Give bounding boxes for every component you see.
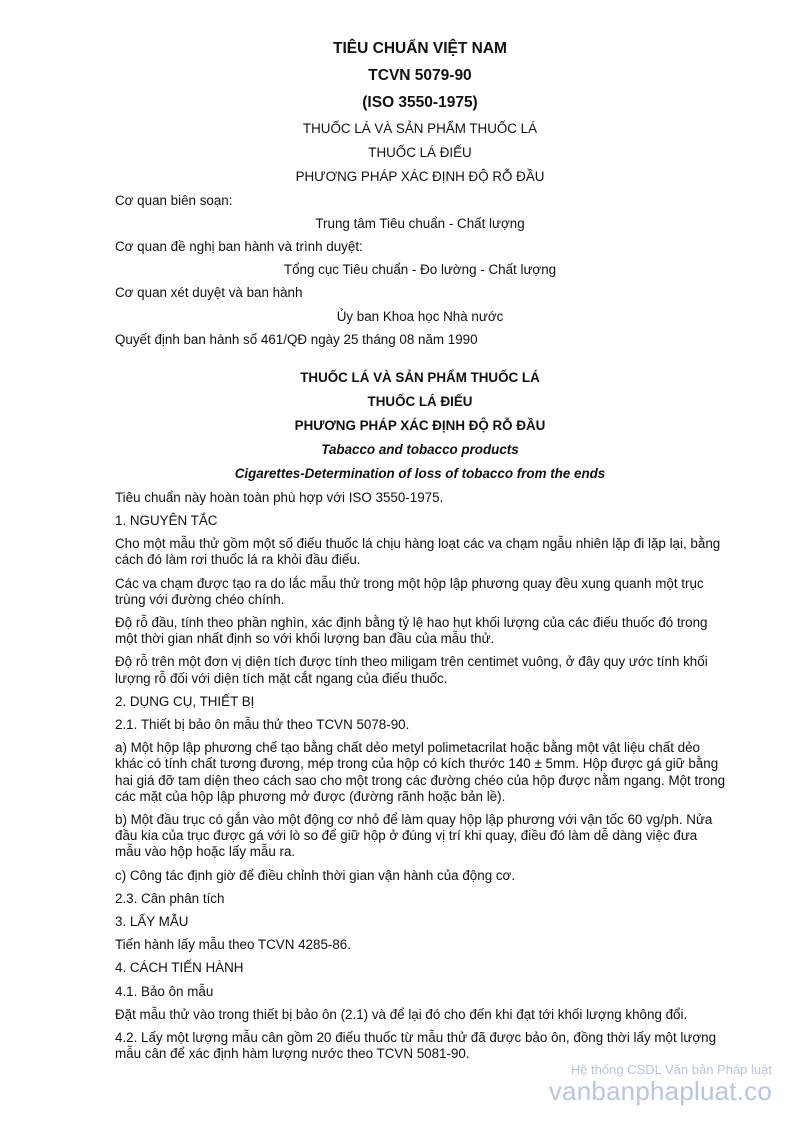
section-title-en-1: Tabacco and tobacco products [321,441,519,457]
paragraph: Tiến hành lấy mẫu theo TCVN 4285-86. [115,937,351,953]
heading-procedure: 4. CÁCH TIẾN HÀNH [115,960,244,976]
compile-label: Cơ quan biên soạn: [115,193,233,208]
approve-value: Ủy ban Khoa học Nhà nước [336,308,504,324]
section-title-1: THUỐC LÁ VÀ SẢN PHẨM THUỐC LÁ [300,369,540,385]
document-page [115,40,725,1070]
paragraph: 2.1. Thiết bị bảo ôn mẫu thử theo TCVN 5078-90. [115,717,410,733]
paragraph: Độ rỗ trên một đơn vị diện tích được tính theo miligam trên centimet vuông, ở đây quy ước tính khối lượng rỗ đối với diện tích mặt cắt ngang của điếu thuốc. [115,654,708,686]
heading-equipment: 2. DỤNG CỤ, THIẾT BỊ [115,693,255,709]
paragraph: Tiêu chuẩn này hoàn toàn phù hợp với ISO 3550-1975. [115,489,444,505]
approve-label: Cơ quan xét duyệt và ban hành [115,285,303,301]
doc-subtitle-3: PHƯƠNG PHÁP XÁC ĐỊNH ĐỘ RỖ ĐẦU [295,169,545,184]
heading-sampling: 3. LẤY MẪU [115,914,189,930]
propose-label: Cơ quan đề nghị ban hành và trình duyệt: [115,239,363,255]
watermark-site: vanbanphapluat.co [548,1076,772,1106]
paragraph: c) Công tác định giờ để điều chỉnh thời gian vận hành của động cơ. [115,867,516,883]
paragraph: 4.1. Bảo ôn mẫu [115,983,214,999]
doc-iso: (ISO 3550-1975) [362,94,478,111]
doc-subtitle-2: THUỐC LÁ ĐIẾU [368,145,472,160]
paragraph: 2.3. Cân phân tích [115,890,225,906]
propose-value: Tổng cục Tiêu chuẩn - Đo lường - Chất lượng [283,262,557,278]
paragraph: Đặt mẫu thử vào trong thiết bị bảo ôn (2.1) và để lại đó cho đến khi đạt tới khối lượng không đổi. [115,1006,688,1022]
paragraph: b) Một đầu trục có gắn vào một động cơ nhỏ để làm quay hộp lập phương với vận tốc 60 vg/ph. Nửa đầu kia của trục được gá với lò so để giữ hộp ở đúng vị trí khi quay, điều đó làm dễ dàng việc đưa mẫu vào hộp hoặc lấy mẫu ra. [115,812,713,860]
paragraph: Độ rỗ đầu, tính theo phần nghìn, xác định bằng tỷ lệ hao hụt khối lượng của các điếu thuốc đó trong một thời gian nhất định so với khối lượng ban đầu của mẫu thử. [115,615,708,647]
paragraph: Cho một mẫu thử gồm một số điếu thuốc lá chịu hàng loạt các va chạm ngẫu nhiên lặp đi lặp lại, bằng cách đó làm rơi thuốc lá ra khỏi đầu điếu. [115,536,721,568]
heading-principle: 1. NGUYÊN TẮC [115,513,218,529]
compile-value: Trung tâm Tiêu chuẩn - Chất lượng [315,216,525,232]
paragraph: a) Một hộp lập phương chế tạo bằng chất dẻo metyl polimetacrilat hoặc bằng một vật liệu chất dẻo khác có tính chất tương đương, mép trong của hộp có kích thước 140 ± 5mm. Hộp được gá giữ bằng hai giá đỡ tam diện theo cách sao cho một trong các đường chéo của hộp được nằm ngang. Một trong các mặt của hộp lập phương mở được (đường rãnh hoặc bản lề). [115,740,726,804]
decision-line: Quyết định ban hành số 461/QĐ ngày 25 tháng 08 năm 1990 [115,331,478,347]
paragraph: Các va chạm được tạo ra do lắc mẫu thử trong một hộp lập phương quay đều xung quanh một trục trùng với đường chéo chính. [115,575,704,607]
section-title-2: THUỐC LÁ ĐIẾU [367,393,473,409]
doc-subtitle-1: THUỐC LÁ VÀ SẢN PHẨM THUỐC LÁ [302,121,538,136]
paragraph: 4.2. Lấy một lượng mẫu cân gồm 20 điếu thuốc từ mẫu thử đã được bảo ôn, đồng thời lấy một lượng mẫu cân để xác định hàm lượng nước theo TCVN 5081-90. [115,1030,717,1062]
section-title-3: PHƯƠNG PHÁP XÁC ĐỊNH ĐỘ RỖ ĐẦU [294,417,546,433]
section-title-en-2: Cigarettes-Determination of loss of tobacco from the ends [234,465,606,481]
watermark-caption: Hệ thống CSDL Văn bản Pháp luật [570,1062,772,1077]
doc-title: TIÊU CHUẨN VIỆT NAM [333,40,507,57]
doc-code: TCVN 5079-90 [368,67,472,84]
